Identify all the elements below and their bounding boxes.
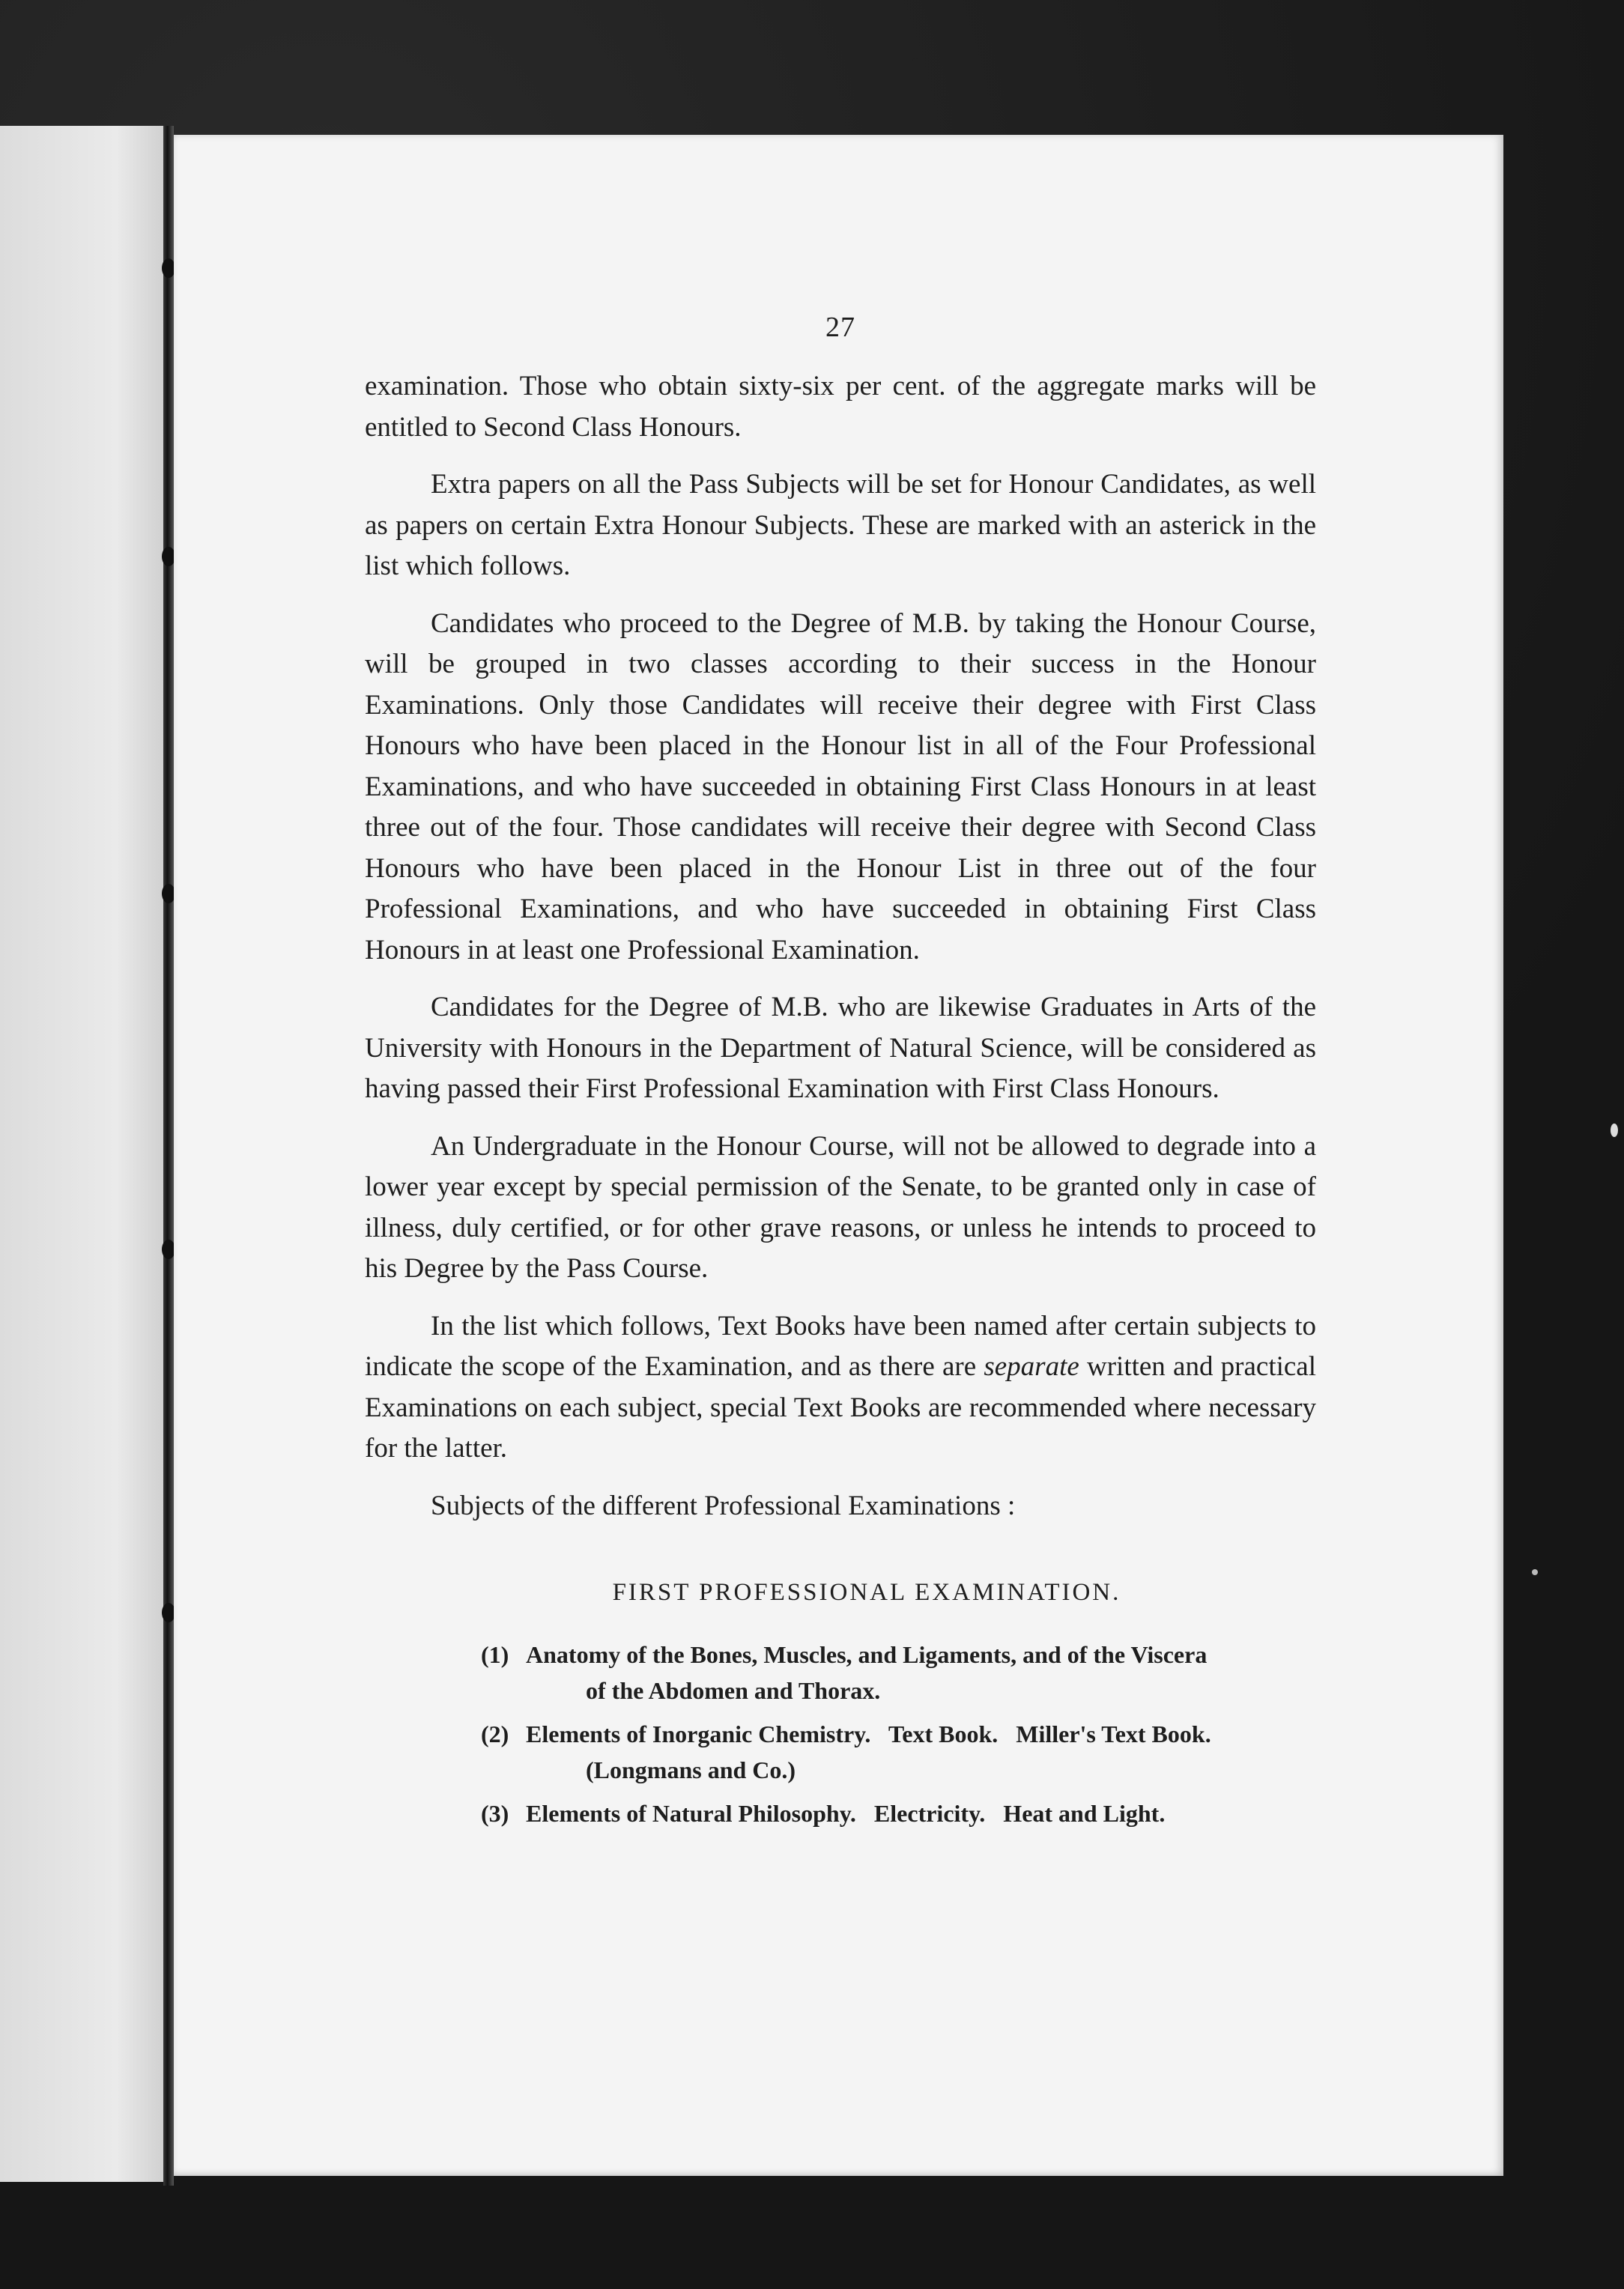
list-item-text <box>526 1716 1316 1788</box>
subjects-intro: Subjects of the different Professional Examinations : <box>431 1490 1016 1521</box>
facing-page-edge <box>0 126 166 2182</box>
emphasis-separate: separate <box>984 1351 1079 1382</box>
section-heading: FIRST PROFESSIONAL EXAMINATION. <box>612 1578 1121 1606</box>
paragraph: An Undergraduate in the Honour Course, will not be allowed to degrade into a lower year except by special permission of the Senate, to be granted only in case of illness, duly certified, or for other grave reasons, or unless he intends to proceed to his Degree by the Pass Course. <box>365 1130 1316 1284</box>
textbooks-text-after: written and practical Examinations on each subject, special Text Books are recommended where necessary for the latter. <box>365 1351 1317 1464</box>
page-content <box>365 311 1316 1839</box>
list-item-line: Elements of Natural Philosophy. Electricity. Heat and Light. <box>526 1799 1166 1827</box>
document-page <box>174 135 1503 2176</box>
list-item-text <box>526 1795 1316 1831</box>
list-item <box>481 1716 1316 1788</box>
list-item-text <box>526 1637 1316 1709</box>
list-item-number: (2) <box>481 1720 509 1747</box>
paragraph: examination. Those who obtain sixty-six per cent. of the aggregate marks will be entitled to Second Class Honours. <box>365 371 1316 443</box>
list-item-number: (1) <box>481 1640 509 1668</box>
list-item-line: Elements of Inorganic Chemistry. Text Book. Miller's Text Book. <box>526 1720 1211 1747</box>
scan-speck <box>1611 1124 1618 1137</box>
list-item-number: (3) <box>481 1799 509 1827</box>
paragraph: Candidates for the Degree of M.B. who are likewise Graduates in Arts of the University with Honours in the Department of Natural Science, will be considered as having passed their First Professional Examination with First Class Honours. <box>365 992 1316 1104</box>
list-item-line: Anatomy of the Bones, Muscles, and Ligaments, and of the Viscera <box>526 1640 1208 1668</box>
list-item <box>481 1795 1316 1831</box>
scan-speck <box>1532 1569 1538 1575</box>
subject-list <box>365 1637 1316 1831</box>
paragraph: Extra papers on all the Pass Subjects will be set for Honour Candidates, as well as papers on certain Extra Honour Subjects. These are marked with an asterick in the list which follows. <box>365 469 1316 581</box>
list-item <box>481 1637 1316 1709</box>
page-number: 27 <box>825 312 855 343</box>
textbooks-text-before: In the list which follows, Text Books have been named after certain subjects to indicate the scope of the Examination, and as there are <box>365 1310 1316 1382</box>
list-item-continuation: (Longmans and Co.) <box>586 1756 796 1783</box>
book-gutter <box>163 126 174 2186</box>
list-item-continuation: of the Abdomen and Thorax. <box>586 1676 881 1704</box>
scan-speck <box>912 58 918 64</box>
paragraph: Candidates who proceed to the Degree of M.B. by taking the Honour Course, will be grouped in two classes according to their success in the Honour Examinations. Only those Candidates will receive their degree with First Class Honours who have been placed in the Honour list in all of the Four Professional Examinations, and who have succeeded in obtaining First Class Honours in at least three out of the four. Those candidates will receive their degree with Second Class Honours who have been placed in the Honour List in three out of the four Professional Examinations, and who have succeeded in obtaining First Class Honours in at least one Professional Examination. <box>365 607 1316 965</box>
textbooks-paragraph <box>365 1306 1316 1470</box>
